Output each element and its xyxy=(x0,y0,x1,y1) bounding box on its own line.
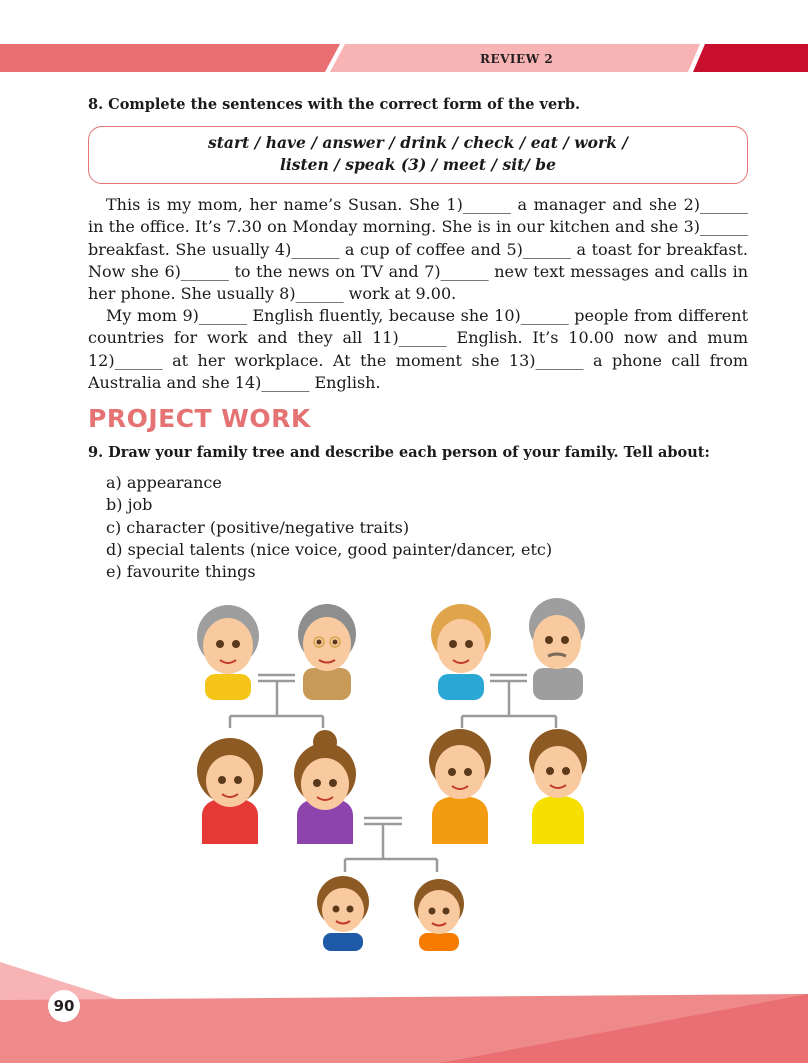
tree-connectors xyxy=(230,675,556,872)
paragraph-2: My mom 9)______ English fluently, because she 10)______ people from different countries for work and they all 11)______ English. It’s 10.00 now and mum 12)______ at her workplace. At the moment she 13)______ a phone call from Australia and she 14)______ English. xyxy=(88,306,748,392)
list-item: a) appearance xyxy=(106,473,222,492)
father-figure xyxy=(429,729,491,844)
son-figure xyxy=(317,876,369,951)
mother-figure xyxy=(197,738,263,844)
topic-list xyxy=(106,472,552,583)
word-box xyxy=(88,126,748,184)
page-number: 90 xyxy=(48,990,80,1022)
uncle-figure xyxy=(529,729,587,844)
word-box-line-1: start / have / answer / drink / check / eat / work / xyxy=(208,133,628,152)
word-box-line-2: listen / speak (3) / meet / sit/ be xyxy=(279,155,557,174)
footer-banner xyxy=(0,950,808,1063)
family-tree-illustration xyxy=(180,586,600,956)
grandpa-left-figure xyxy=(298,604,356,700)
header-banner xyxy=(0,0,808,74)
daughter-figure xyxy=(414,879,464,951)
grandma-left-figure xyxy=(197,605,259,700)
list-item: e) favourite things xyxy=(106,562,256,582)
grandpa-right-figure xyxy=(529,598,585,700)
list-item: c) character (positive/negative traits) xyxy=(106,517,410,537)
task-9-instruction: 9. Draw your family tree and describe each person of your family. Tell about: xyxy=(88,444,710,461)
section-label: REVIEW 2 xyxy=(480,52,554,66)
project-work-title: PROJECT WORK xyxy=(88,404,311,433)
task-8-instruction: 8. Complete the sentences with the correct form of the verb. xyxy=(88,96,581,113)
list-item: d) special talents (nice voice, good painter/dancer, etc) xyxy=(106,539,553,559)
list-item: b) job xyxy=(106,495,153,515)
paragraph-1: This is my mom, her name’s Susan. She 1)______ a manager and she 2)______ in the office. It’s 7.30 on Monday morning. She is in our kitchen and she 3)______ breakfast. She usually 4)______ a cup of coffee and 5)______ a toast for breakfast. Now she 6)______ to the news on TV and 7)______ new text messages and calls in her phone. She usually 8)______ work at 9.00. xyxy=(88,195,748,304)
grandma-right-figure xyxy=(431,604,491,700)
aunt-figure xyxy=(294,730,356,844)
